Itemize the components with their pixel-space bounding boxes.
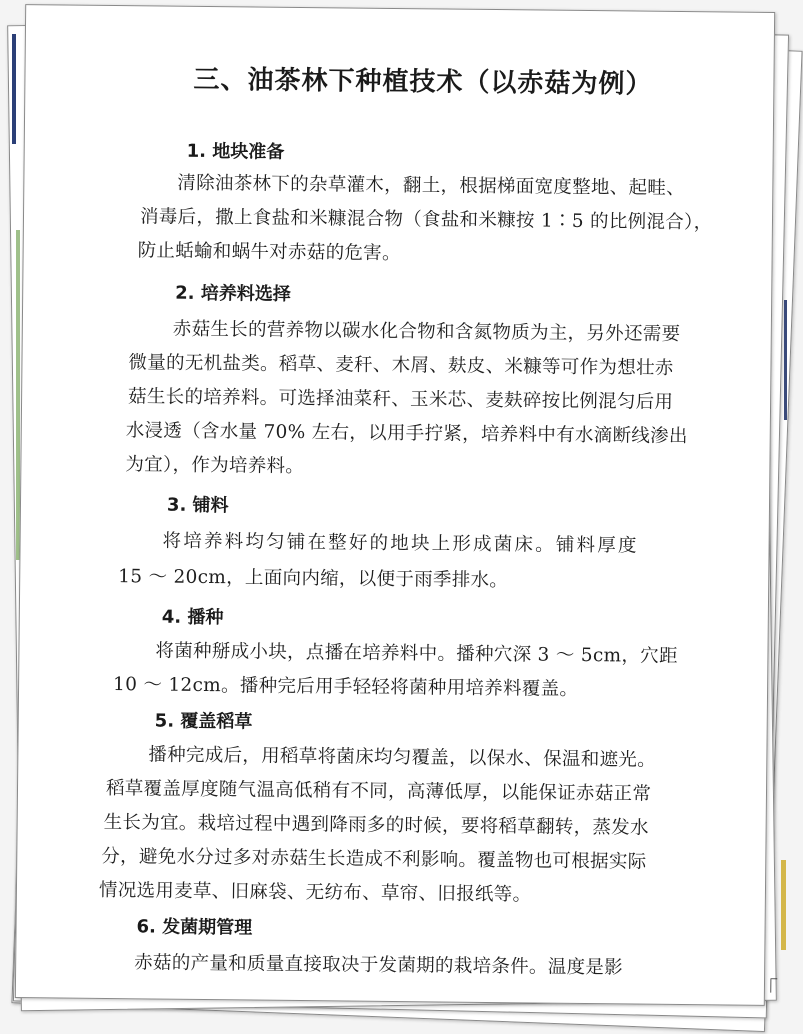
section-heading: 4. 播种 — [161, 606, 224, 629]
paragraph-line: 生长为宜。栽培过程中遇到降雨多的时候，要将稻草翻转，蒸发水 — [103, 811, 649, 839]
paragraph-line: 水浸透（含水量 70% 左右，以用手拧紧，培养料中有水滴断线渗出 — [125, 420, 688, 448]
paragraph-line: 分，避免水分过多对赤菇生长造成不利影响。覆盖物也可根据实际 — [101, 845, 647, 873]
paragraph-line: 15 ～ 20cm，上面向内缩，以便于雨季排水。 — [118, 566, 509, 592]
sheet-edge-decoration — [784, 300, 787, 420]
paragraph-line: 赤菇的产量和质量直接取决于发菌期的栽培条件。温度是影 — [134, 952, 624, 979]
sheet-edge-decoration — [12, 34, 16, 144]
paragraph-line: 10 ～ 12cm。播种完后用手轻轻将菌种用培养料覆盖。 — [112, 674, 579, 700]
paragraph-line: 菇生长的培养料。可选择油菜秆、玉米芯、麦麸碎按比例混匀后用 — [128, 386, 674, 413]
paragraph-line: 播种完成后，用稻草将菌床均匀覆盖，以保水、保温和遮光。 — [148, 744, 657, 771]
section-heading: 3. 铺料 — [166, 494, 229, 517]
paragraph-line: 清除油茶林下的杂草灌木，翻土，根据梯面宽度整地、起畦、 — [177, 172, 686, 200]
paragraph-line: 将菌种掰成小块，点播在培养料中。播种穴深 3 ～ 5cm，穴距 — [155, 640, 678, 667]
paragraph-line: 消毒后，撒上食盐和米糠混合物（食盐和米糠按 1∶5 的比例混合）， — [139, 206, 713, 234]
page-title: 三、油茶林下种植技术（以赤菇为例） — [193, 64, 653, 100]
paragraph-line: 为宜），作为培养料。 — [125, 454, 305, 478]
section-heading: 5. 覆盖稻草 — [154, 710, 253, 733]
paragraph-line: 防止蛞蝓和蜗牛对赤菇的危害。 — [137, 240, 401, 265]
page-edge-mark: 「 — [755, 977, 779, 1004]
page-content — [16, 5, 779, 1005]
paragraph-line: 赤菇生长的营养物以碳水化合物和含氮物质为主，另外还需要 — [172, 318, 681, 345]
paragraph-line: 情况选用麦草、旧麻袋、无纺布、草帘、旧报纸等。 — [98, 879, 532, 906]
section-heading: 6. 发菌期管理 — [136, 916, 253, 939]
document-page — [15, 4, 779, 1006]
paragraph-line: 微量的无机盐类。稻草、麦秆、木屑、麸皮、米糠等可作为想壮赤 — [128, 352, 674, 379]
section-heading: 1. 地块准备 — [186, 140, 285, 163]
section-heading: 2. 培养料选择 — [175, 282, 291, 305]
paragraph-line: 稻草覆盖厚度随气温高低稍有不同，高薄低厚，以能保证赤菇正常 — [105, 777, 652, 805]
paragraph-line: 将培养料均匀铺在整好的地块上形成菌床。铺料厚度 — [162, 530, 639, 557]
sheet-edge-decoration — [781, 860, 786, 950]
